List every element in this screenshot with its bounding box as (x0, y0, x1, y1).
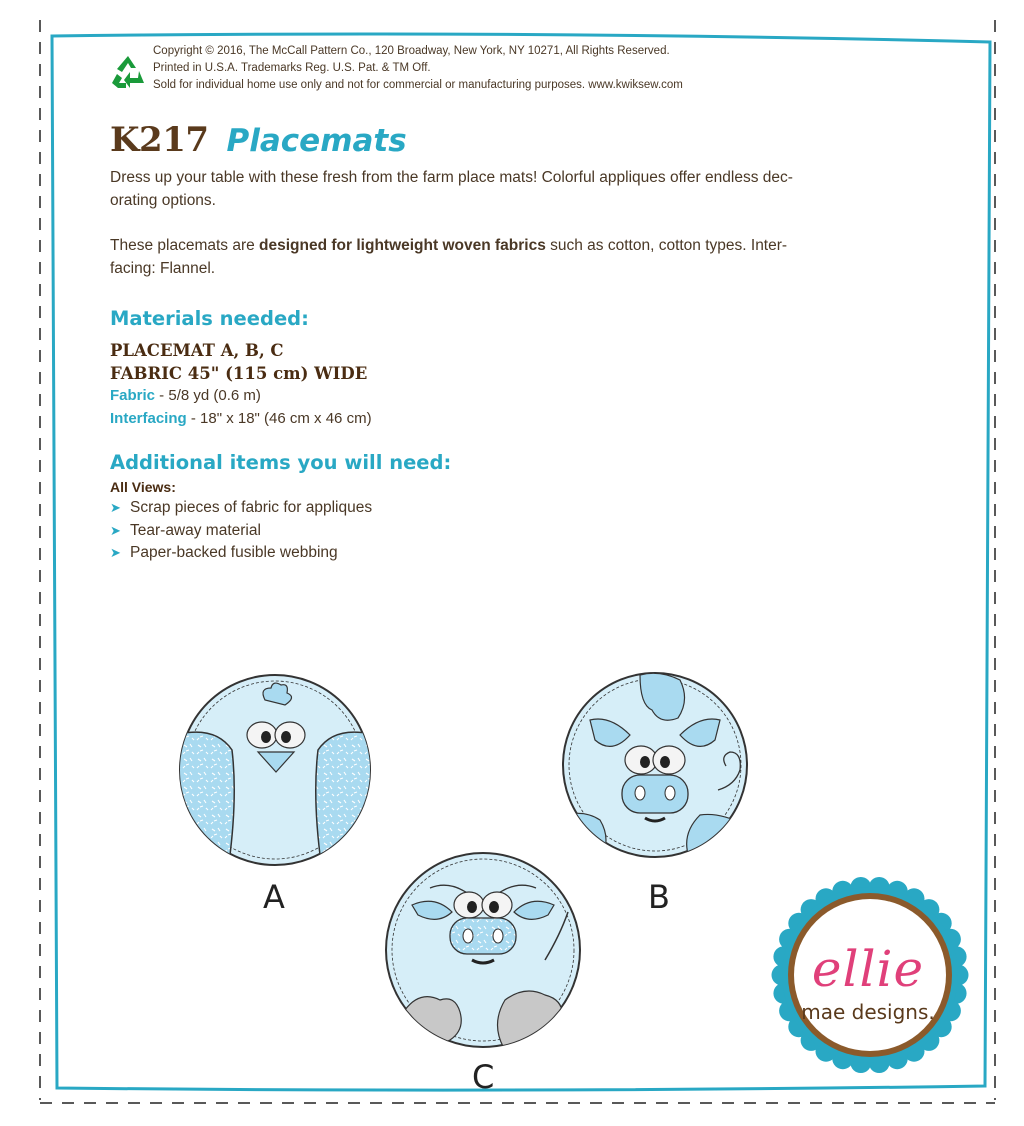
list-item (110, 520, 372, 543)
placemat-a-illustration (175, 675, 375, 870)
all-views-label: All Views: (110, 479, 176, 495)
placemat-c-illustration (386, 853, 580, 1050)
list-item-text: Paper-backed fusible webbing (130, 544, 338, 561)
copyright-line-3: Sold for individual home use only and not for commercial or manufacturing purposes. www.kwiksew.com (153, 79, 683, 91)
list-item (110, 497, 372, 520)
interfacing-value: - 18" x 18" (46 cm x 46 cm) (186, 410, 372, 427)
chevron-right-icon: ➤ (110, 545, 121, 560)
additional-heading: Additional items you will need: (110, 451, 452, 474)
list-item (110, 542, 372, 565)
additional-items-list (110, 497, 372, 565)
interfacing-label: Interfacing (110, 410, 187, 427)
view-label-a: A (263, 878, 285, 916)
logo-subtitle: mae designs. (801, 1000, 935, 1024)
pattern-name: Placemats (226, 123, 407, 159)
fabric-note-text-end: such as cotton, cotton types. Inter- (545, 237, 788, 254)
page-title (110, 120, 407, 160)
fabric-width-subheading: FABRIC 45" (115 cm) WIDE (110, 364, 368, 383)
fabric-label: Fabric (110, 387, 156, 404)
pattern-code: K217 (110, 120, 209, 160)
placemat-subheading: PLACEMAT A, B, C (110, 341, 284, 360)
materials-heading: Materials needed: (110, 307, 309, 330)
list-item-text: Tear-away material (130, 521, 261, 539)
copyright-line-2: Printed in U.S.A. Trademarks Reg. U.S. Pat. & TM Off. (153, 62, 431, 74)
fabric-value: - 5/8 yd (0.6 m) (155, 387, 261, 404)
recycle-icon (108, 52, 148, 92)
intro-line-2: orating options. (110, 192, 216, 209)
view-label-c: C (472, 1058, 495, 1096)
fabric-note-line-2: facing: Flannel. (110, 260, 216, 277)
intro-paragraph (110, 166, 830, 212)
chevron-right-icon: ➤ (110, 500, 121, 515)
logo-word: ellie (811, 940, 925, 998)
intro-line-1: Dress up your table with these fresh from the farm place mats! Colorful appliques offer endless dec- (110, 169, 793, 186)
interfacing-requirement (110, 410, 372, 427)
fabric-requirement (110, 387, 261, 404)
fabric-note-text: These placemats are (110, 237, 260, 254)
list-item-text: Scrap pieces of fabric for appliques (130, 499, 373, 516)
chevron-right-icon: ➤ (110, 522, 121, 538)
fabric-note-paragraph (110, 234, 830, 280)
fabric-note-bold: designed for lightweight woven fabrics (259, 237, 546, 254)
copyright-line-1: Copyright © 2016, The McCall Pattern Co., 120 Broadway, New York, NY 10271, All Rights Reserved. (153, 45, 670, 57)
copyright-block (153, 43, 683, 94)
placemat-b-illustration (563, 673, 747, 860)
view-label-b: B (648, 878, 670, 916)
